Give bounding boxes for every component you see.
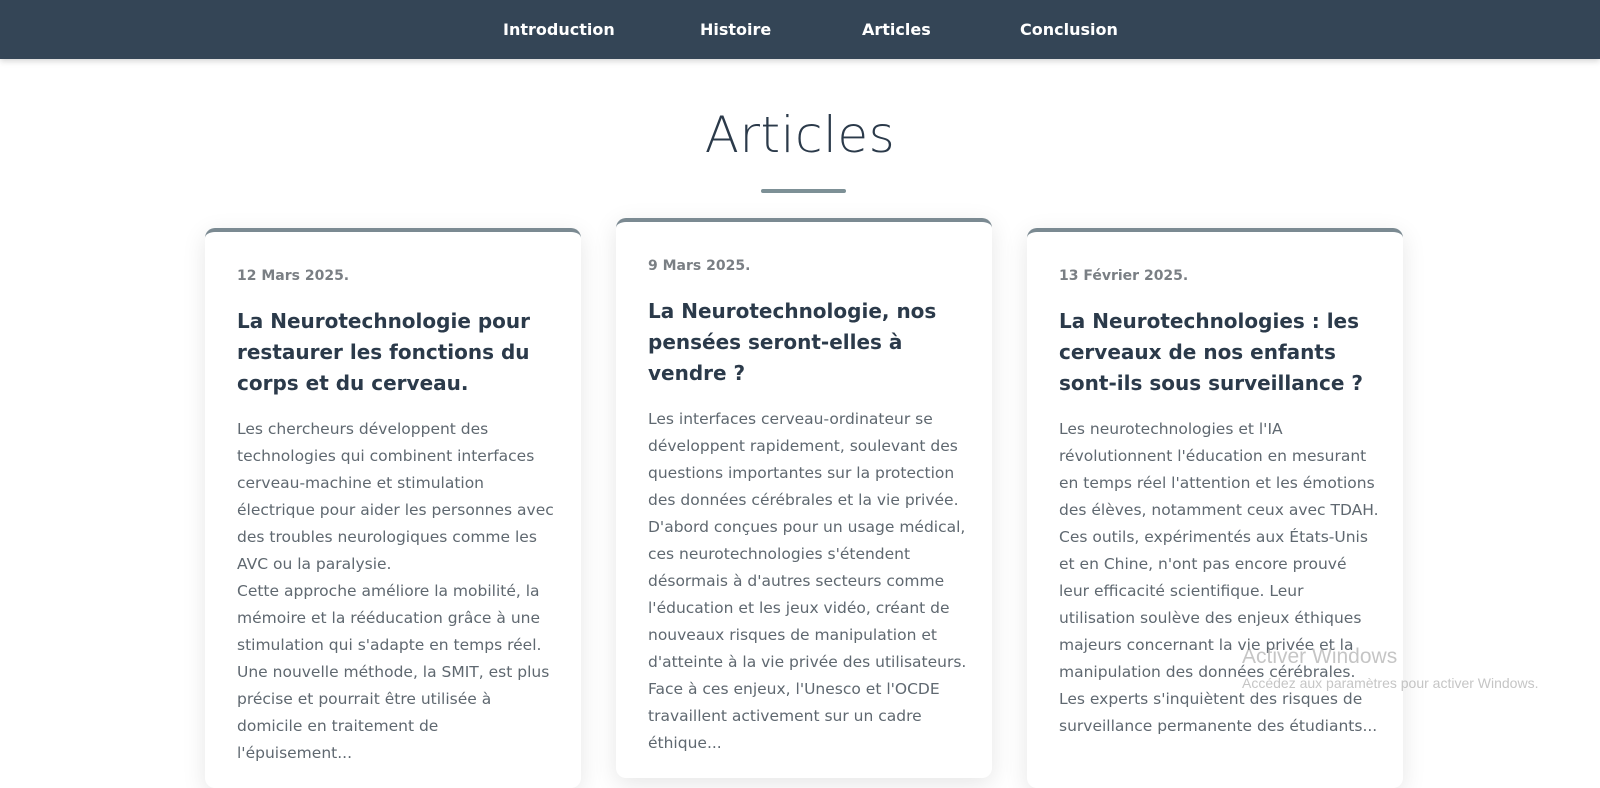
article-excerpt	[1059, 416, 1379, 740]
article-card[interactable]	[1027, 228, 1403, 788]
article-card[interactable]	[616, 218, 992, 778]
article-excerpt	[648, 406, 968, 757]
article-paragraph: Les experts s'inquiètent des risques de surveillance permanente des étudiants...	[1059, 690, 1378, 735]
section-title: Articles	[704, 106, 896, 164]
windows-activation-watermark-title: Activer Windows	[1242, 645, 1398, 668]
article-title[interactable]: La Neurotechnologie pour restaurer les fonctions du corps et du cerveau.	[237, 309, 530, 395]
article-card[interactable]	[205, 228, 581, 788]
article-excerpt	[237, 416, 557, 767]
section-title-underline	[761, 189, 846, 193]
nav-link-histoire[interactable]: Histoire	[700, 20, 772, 39]
article-title[interactable]: La Neurotechnologie, nos pensées seront-elles à vendre ?	[648, 299, 937, 385]
article-paragraph: Cette approche améliore la mobilité, la mémoire et la rééducation grâce à une stimulation qui s'adapte en temps réel. Une nouvelle méthode, la SMIT, est plus précise et pourrait être utilisée à domicile en traitement de l'épuisement...	[237, 582, 550, 762]
nav-link-conclusion[interactable]: Conclusion	[1020, 20, 1118, 39]
article-date: 9 Mars 2025.	[648, 258, 751, 274]
nav-link-introduction[interactable]: Introduction	[503, 20, 615, 39]
article-date: 13 Février 2025.	[1059, 268, 1189, 284]
top-navbar	[0, 0, 1600, 59]
nav-link-articles[interactable]: Articles	[862, 20, 931, 39]
article-paragraph: Les interfaces cerveau-ordinateur se développent rapidement, soulevant des questions importantes sur la protection des données cérébrales et la vie privée. D'abord conçues pour un usage médical, ces neurotechnologies s'étendent désormais à d'autres secteurs comme l'éducation et les jeux vidéo, créant de nouveaux risques de manipulation et d'atteinte à la vie privée des utilisateurs. Face à ces enjeux, l'Unesco et l'OCDE travaillent activement sur un cadre éthique...	[648, 410, 967, 752]
article-paragraph: Les neurotechnologies et l'IA révolutionnent l'éducation en mesurant en temps réel l'attention et les émotions des élèves, notamment ceux avec TDAH. Ces outils, expérimentés aux États-Unis et en Chine, n'ont pas encore prouvé leur efficacité scientifique. Leur utilisation soulève des enjeux éthiques majeurs concernant la vie privée et la manipulation des données cérébrales.	[1059, 420, 1379, 681]
windows-activation-watermark-subtitle: Accédez aux paramètres pour activer Windows.	[1242, 675, 1539, 691]
article-date: 12 Mars 2025.	[237, 268, 350, 284]
article-title[interactable]: La Neurotechnologies : les cerveaux de nos enfants sont-ils sous surveillance ?	[1059, 309, 1363, 395]
article-paragraph: Les chercheurs développent des technologies qui combinent interfaces cerveau-machine et stimulation électrique pour aider les personnes avec des troubles neurologiques comme les AVC ou la paralysie.	[237, 420, 554, 573]
